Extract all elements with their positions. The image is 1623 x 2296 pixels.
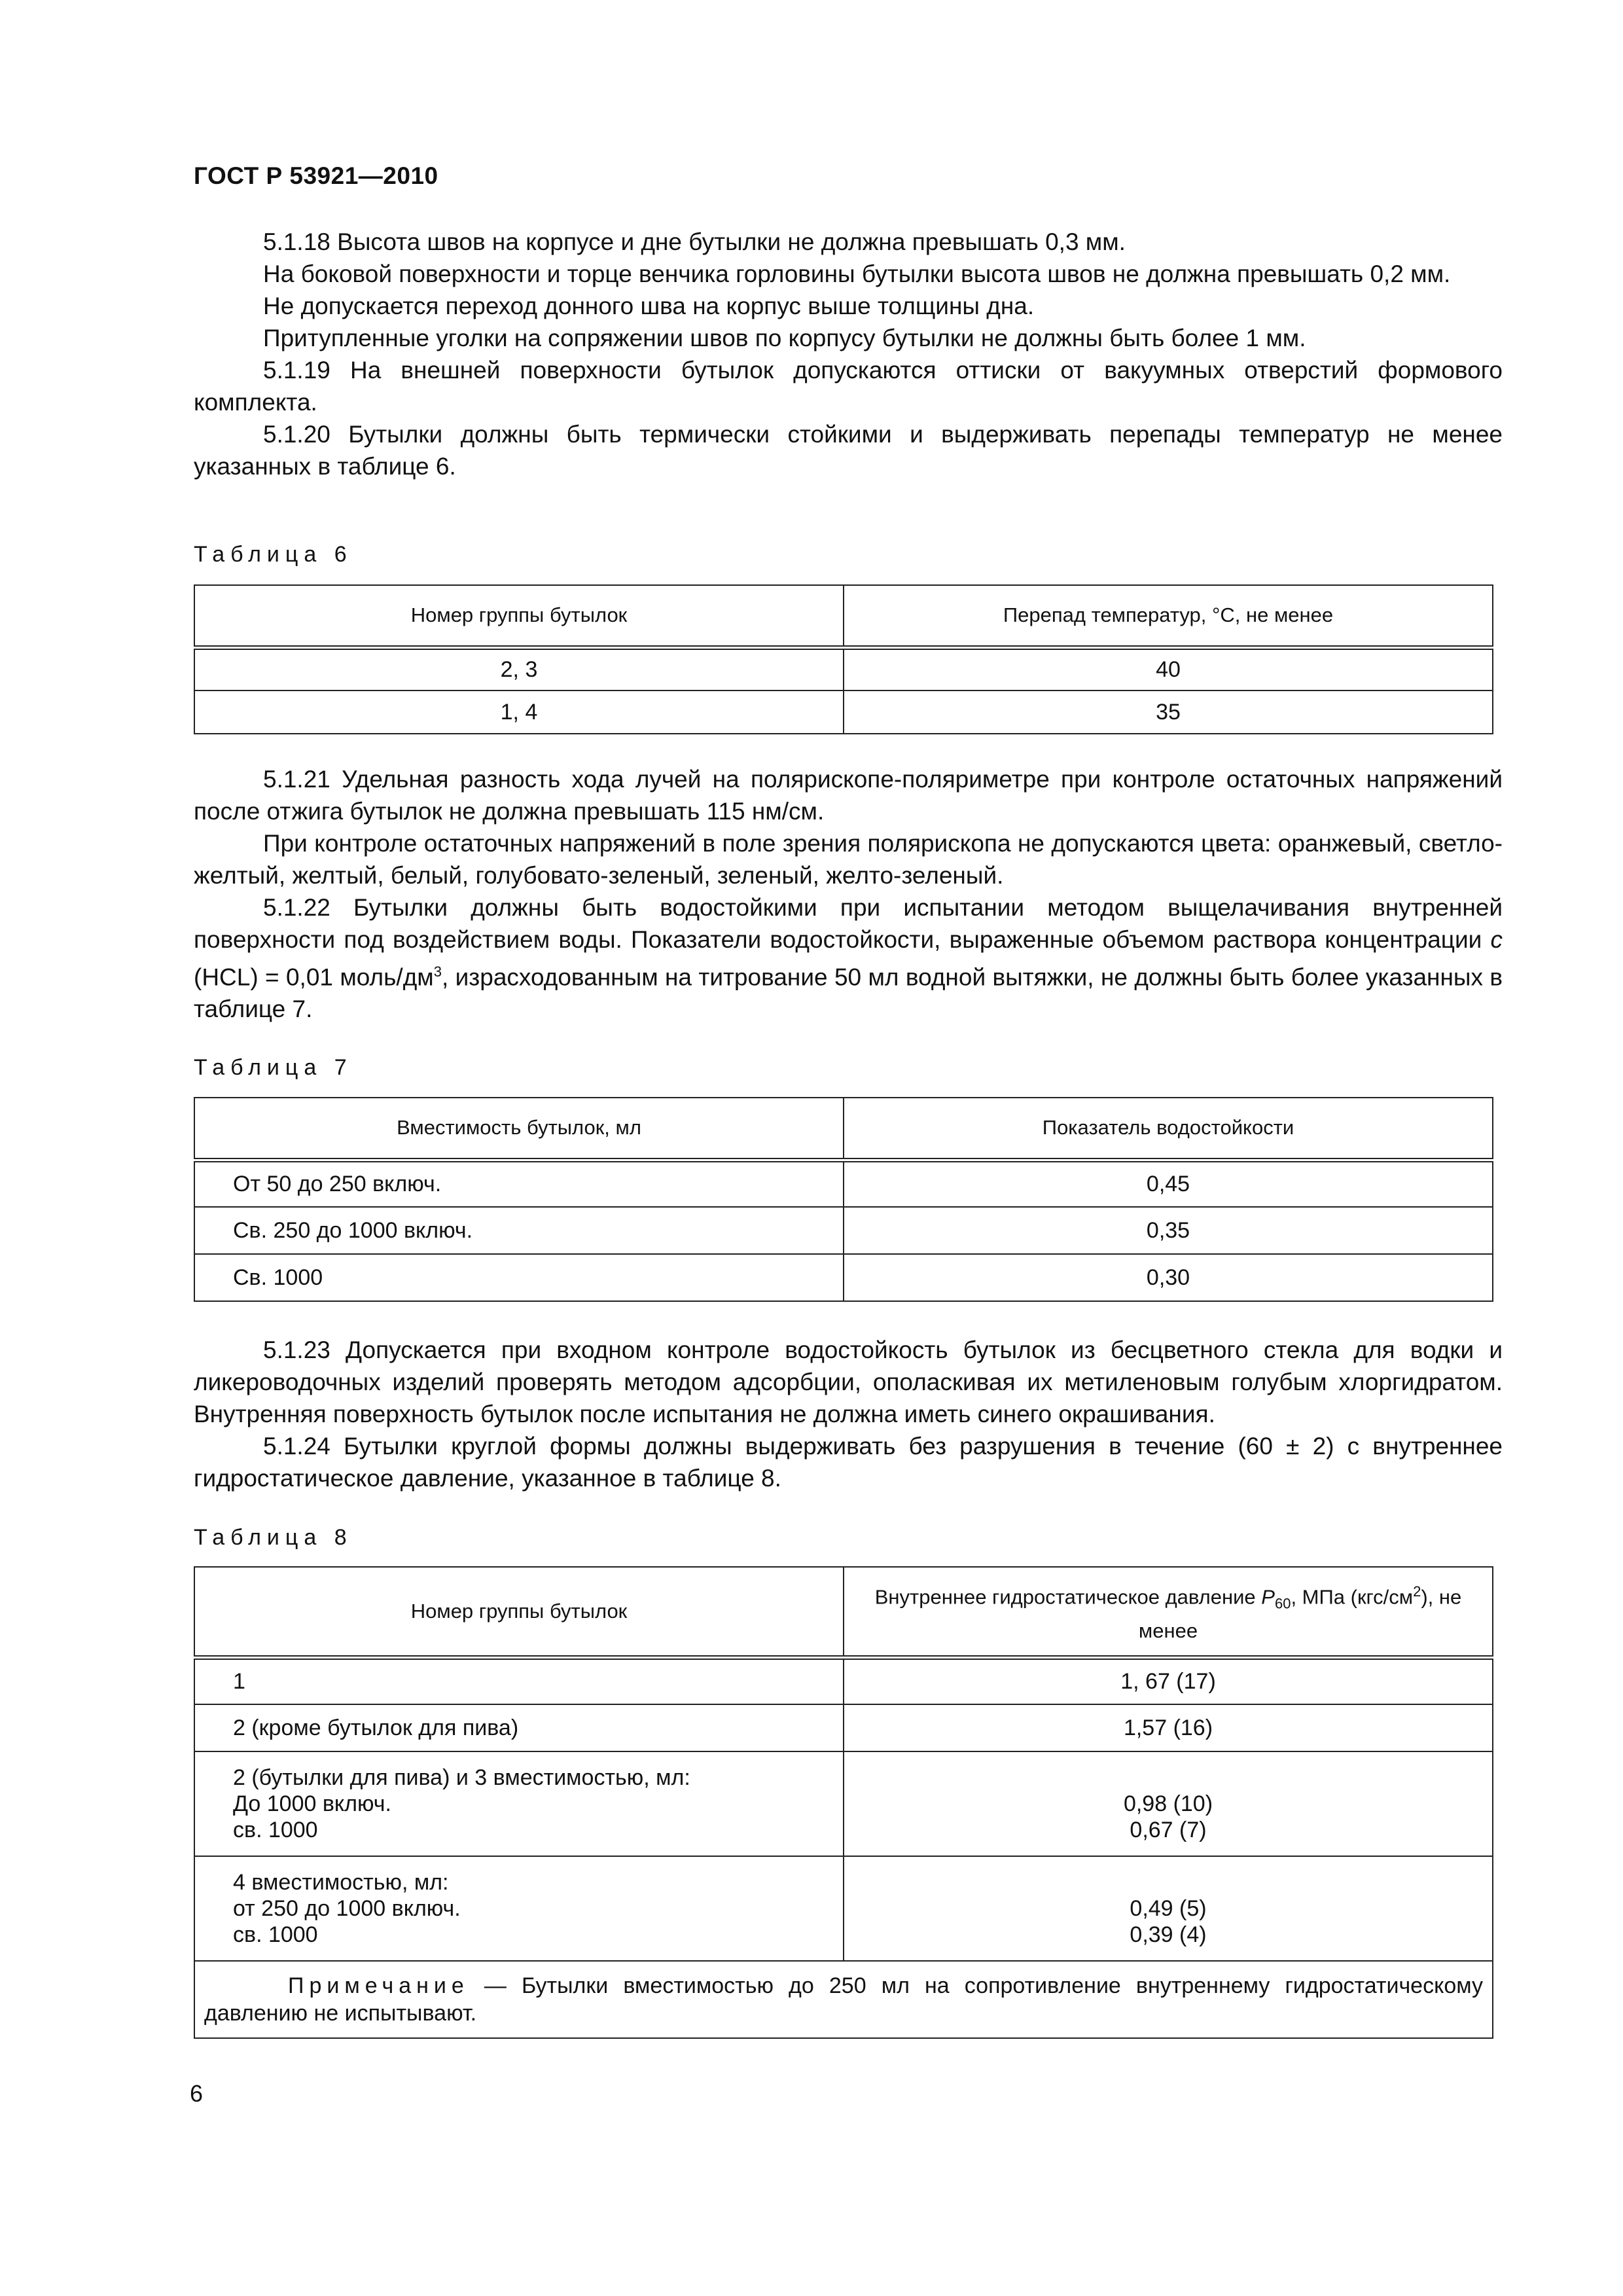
table-row [194,1751,1493,1856]
table-row [194,1160,1493,1207]
table-cell: 40 [844,647,1493,691]
paragraph: При контроле остаточных напряжений в поле зрения полярископа не допускаются цвета: оранжевый, светло-желтый, желтый, белый, голубовато-зеленый, зеленый, желто-зеленый. [194,830,1503,889]
table-header-cell: Перепад температур, °С, не менее [844,585,1493,647]
table-8-caption: Таблица 8 [194,1525,353,1550]
paragraph-block-2 [194,763,1503,1025]
paragraph: Притупленные уголки на сопряжении швов по корпусу бутылки не должны быть более 1 мм. [263,325,1306,351]
table-cell: Св. 1000 [194,1254,844,1301]
table-header-cell: Номер группы бутылок [194,585,844,647]
table-cell: Св. 250 до 1000 включ. [194,1207,844,1254]
table-row [194,1254,1493,1301]
table-row [194,1657,1493,1704]
paragraph: 5.1.23 Допускается при входном контроле водостойкость бутылок из бесцветного стекла для водки и ликероводочных изделий проверять методом адсорбции, ополаскивая их метиленовым голубым хлоргидратом. Внутренняя поверхность бутылок после испытания не должна иметь синего окрашивания. [194,1336,1503,1427]
table-8 [194,1566,1493,2039]
table-7-caption: Таблица 7 [194,1055,353,1080]
table-row [194,647,1493,691]
table-cell: 2 (кроме бутылок для пива) [194,1704,844,1751]
paragraph: 5.1.18 Высота швов на корпусе и дне бутылки не должна превышать 0,3 мм. [263,228,1126,255]
paragraph: 5.1.19 На внешней поверхности бутылок допускаются оттиски от вакуумных отверстий формового комплекта. [194,357,1503,416]
table-cell: 0,45 [844,1160,1493,1207]
table-cell: 0,30 [844,1254,1493,1301]
table-cell: 2 (бутылки для пива) и 3 вместимостью, мл: До 1000 включ. св. 1000 [194,1751,844,1856]
table-row [194,1207,1493,1254]
table-row [194,1856,1493,1961]
table-6 [194,584,1493,734]
paragraph: 5.1.24 Бутылки круглой формы должны выдерживать без разрушения в течение (60 ± 2) с внутреннее гидростатическое давление, указанное в таблице 8. [194,1433,1503,1492]
table-cell: 0,98 (10) 0,67 (7) [844,1751,1493,1856]
table-row [194,691,1493,734]
table-header-cell: Показатель водостойкости [844,1098,1493,1160]
table-7 [194,1097,1493,1302]
paragraph: 5.1.20 Бутылки должны быть термически стойкими и выдерживать перепады температур не менее указанных в таблице 6. [194,421,1503,480]
table-cell: 0,35 [844,1207,1493,1254]
paragraph: 5.1.21 Удельная разность хода лучей на полярископе-поляриметре при контроле остаточных напряжений после отжига бутылок не должна превышать 115 нм/см. [194,766,1503,825]
table-cell: От 50 до 250 включ. [194,1160,844,1207]
table-header-cell: Вместимость бутылок, мл [194,1098,844,1160]
page-number: 6 [190,2080,204,2107]
table-row [194,1704,1493,1751]
table-note: Примечание — Бутылки вместимостью до 250 мл на сопротивление внутреннему гидростатическому давлению не испытывают. [194,1961,1493,2038]
table-cell: 1, 67 (17) [844,1657,1493,1704]
table-header-row [194,1567,1493,1657]
table-cell: 2, 3 [194,647,844,691]
table-header-row [194,585,1493,647]
table-cell: 4 вместимостью, мл: от 250 до 1000 включ. св. 1000 [194,1856,844,1961]
paragraph-block-3 [194,1334,1503,1494]
table-header-cell: Номер группы бутылок [194,1567,844,1657]
table-header-row [194,1098,1493,1160]
table-cell: 0,49 (5) 0,39 (4) [844,1856,1493,1961]
table-header-cell: Внутреннее гидростатическое давление $P_{60}$, МПа $(кгс/см^2)$, не менее [844,1567,1493,1657]
paragraph: Не допускается переход донного шва на корпус выше толщины дна. [263,293,1035,319]
paragraph-5-1-22: 5.1.22 Бутылки должны быть водостойкими при испытании методом выщелачивания внутренней поверхности под воздействием воды. Показатели водостойкости, выраженные объемом раствора концентрации c (HCL) = 0,01 моль/$дм^3$, израсходованным на титрование 50 мл водной вытяжки, не должны быть более указанных в таблице 7. [194,894,1503,1023]
document-code: ГОСТ Р 53921—2010 [194,162,438,189]
table-6-caption: Таблица 6 [194,542,353,567]
table-cell: 1, 4 [194,691,844,734]
table-cell: 35 [844,691,1493,734]
paragraph-block-1 [194,226,1503,482]
table-cell: 1,57 (16) [844,1704,1493,1751]
table-note-row [194,1961,1493,2038]
table-cell: 1 [194,1657,844,1704]
paragraph: На боковой поверхности и торце венчика горловины бутылки высота швов не должна превышать 0,2 мм. [263,260,1451,287]
